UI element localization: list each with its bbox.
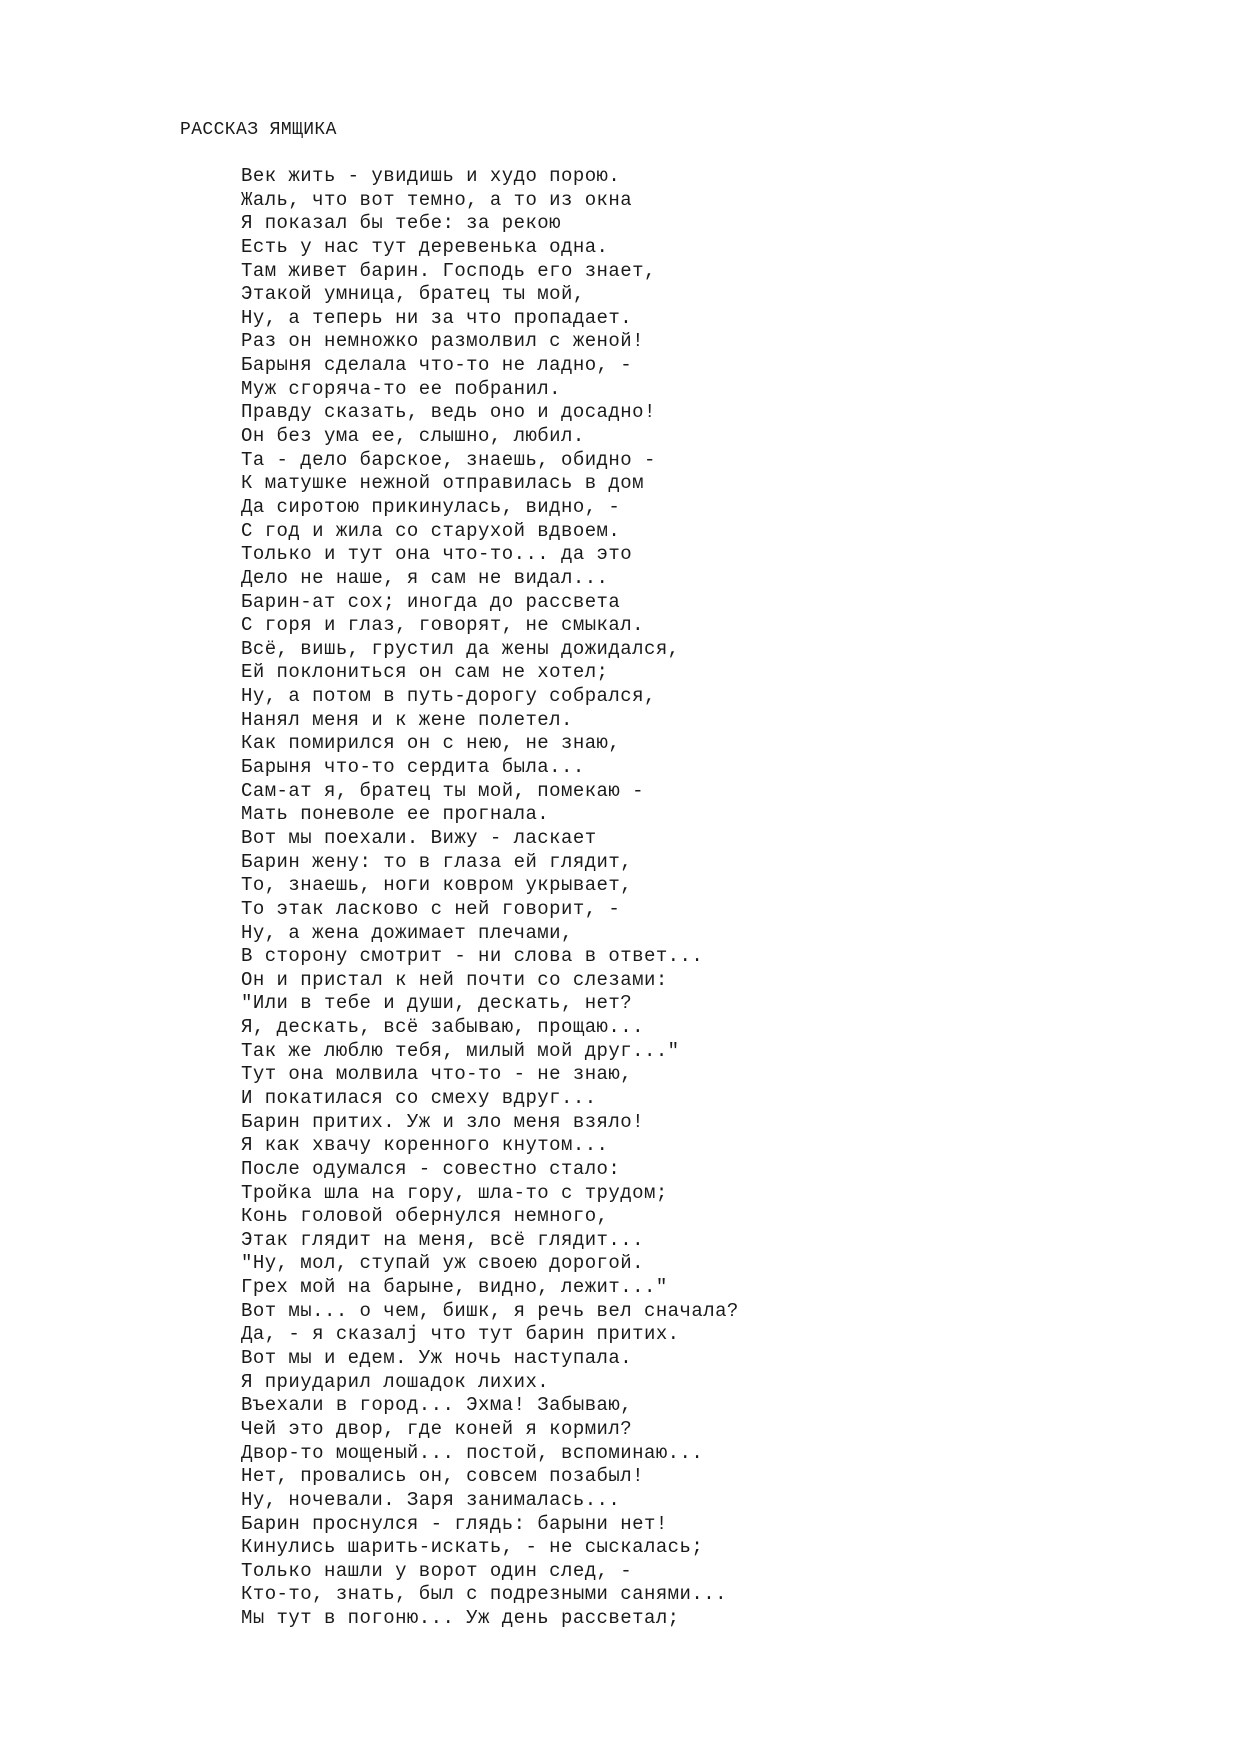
poem-line: Да сиротою прикинулась, видно, - <box>241 495 621 518</box>
poem-line: Только нашли у ворот один след, - <box>241 1559 633 1582</box>
poem-line: Муж сгоряча-то ее побранил. <box>241 377 561 400</box>
poem-line: После одумался - совестно стало: <box>241 1157 621 1180</box>
poem-line: Всё, вишь, грустил да жены дожидался, <box>241 637 680 660</box>
poem-line: К матушке нежной отправилась в дом <box>241 472 644 495</box>
poem-line: Ну, а жена дожимает плечами, <box>241 921 573 944</box>
poem-line: Барин-ат сох; иногда до рассвета <box>241 590 621 613</box>
poem-line: "Или в тебе и души, дескать, нет? <box>241 992 633 1015</box>
poem-line: Раз он немножко размолвил с женой! <box>241 330 644 353</box>
poem-line: Жаль, что вот темно, а то из окна <box>241 188 633 211</box>
poem-line: Кто-то, знать, был с подрезными санями... <box>241 1583 727 1606</box>
poem-line: То этак ласково с ней говорит, - <box>241 897 621 920</box>
poem-line: Тут она молвила что-то - не знаю, <box>241 1063 633 1086</box>
poem-line: Двор-то мощеный... постой, вспоминаю... <box>241 1441 704 1464</box>
poem-line: Только и тут она что-то... да это <box>241 543 633 566</box>
poem-line: И покатилася со смеху вдруг... <box>241 1086 597 1109</box>
poem-line: Та - дело барское, знаешь, обидно - <box>241 448 656 471</box>
poem-line: Барин проснулся - глядь: барыни нет! <box>241 1512 668 1535</box>
poem-line: Ну, ночевали. Заря занималась... <box>241 1488 621 1511</box>
poem-line: Там живет барин. Господь его знает, <box>241 259 656 282</box>
poem-line: Мать поневоле ее прогнала. <box>241 803 550 826</box>
poem-line: Вот мы поехали. Вижу - ласкает <box>241 826 597 849</box>
poem-line: Барин притих. Уж и зло меня взяло! <box>241 1110 644 1133</box>
poem-line: С горя и глаз, говорят, не смыкал. <box>241 614 644 637</box>
poem-line: Как помирился он с нею, не знаю, <box>241 732 621 755</box>
poem-line: Век жить - увидишь и худо порою. <box>241 165 621 187</box>
poem-line: Барин жену: то в глаза ей глядит, <box>241 850 633 873</box>
poem-line: Дело не наше, я сам не видал... <box>241 566 609 589</box>
poem-line: Я показал бы тебе: за рекою <box>241 212 561 235</box>
poem-line: Ну, а потом в путь-дорогу собрался, <box>241 685 656 708</box>
document-title: РАССКАЗ ЯМЩИКА <box>180 120 337 140</box>
poem-line: Конь головой обернулся немного, <box>241 1205 609 1228</box>
poem-line: Этакой умница, братец ты мой, <box>241 283 585 306</box>
poem-line: Грех мой на барыне, видно, лежит..." <box>241 1276 668 1299</box>
poem-line: Так же люблю тебя, милый мой друг..." <box>241 1039 680 1062</box>
poem-line: То, знаешь, ноги ковром укрывает, <box>241 874 633 897</box>
poem-line: Сам-ат я, братец ты мой, помекаю - <box>241 779 644 802</box>
poem-line: В сторону смотрит - ни слова в ответ... <box>241 945 704 968</box>
poem-line: Этак глядит на меня, всё глядит... <box>241 1228 644 1251</box>
poem-line: Барыня что-то сердита была... <box>241 756 585 779</box>
poem-line: Мы тут в погоню... Уж день рассветал; <box>241 1607 680 1630</box>
poem-line: Правду сказать, ведь оно и досадно! <box>241 401 656 424</box>
poem-line: Чей это двор, где коней я кормил? <box>241 1417 633 1440</box>
poem-line: Он без ума ее, слышно, любил. <box>241 425 585 448</box>
poem-line: Я, дескать, всё забываю, прощаю... <box>241 1016 644 1039</box>
poem-line: Нанял меня и к жене полетел. <box>241 708 573 731</box>
poem-line: Нет, провались он, совсем позабыл! <box>241 1465 644 1488</box>
poem-line: Я как хвачу коренного кнутом... <box>241 1134 609 1157</box>
poem-line: Вот мы и едем. Уж ночь наступала. <box>241 1347 633 1370</box>
poem-line: С год и жила со старухой вдвоем. <box>241 519 621 542</box>
poem-line: Въехали в город... Эхма! Забываю, <box>241 1394 633 1417</box>
poem-line: Вот мы... о чем, бишк, я речь вел сначала? <box>241 1299 739 1322</box>
poem-text <box>241 165 739 1631</box>
poem-line: Ну, а теперь ни за что пропадает. <box>241 306 633 329</box>
poem-line: Есть у нас тут деревенька одна. <box>241 235 609 258</box>
poem-line: Барыня сделала что-то не ладно, - <box>241 354 633 377</box>
poem-line: Да, - я сказалј что тут барин притих. <box>241 1323 680 1346</box>
poem-line: Тройка шла на гору, шла-то с трудом; <box>241 1181 668 1204</box>
poem-line: "Ну, мол, ступай уж своею дорогой. <box>241 1252 644 1275</box>
poem-line: Он и пристал к ней почти со слезами: <box>241 968 668 991</box>
poem-line: Кинулись шарить-искать, - не сыскалась; <box>241 1536 704 1559</box>
poem-line: Я приударил лошадок лихих. <box>241 1370 550 1393</box>
poem-line: Ей поклониться он сам не хотел; <box>241 661 609 684</box>
